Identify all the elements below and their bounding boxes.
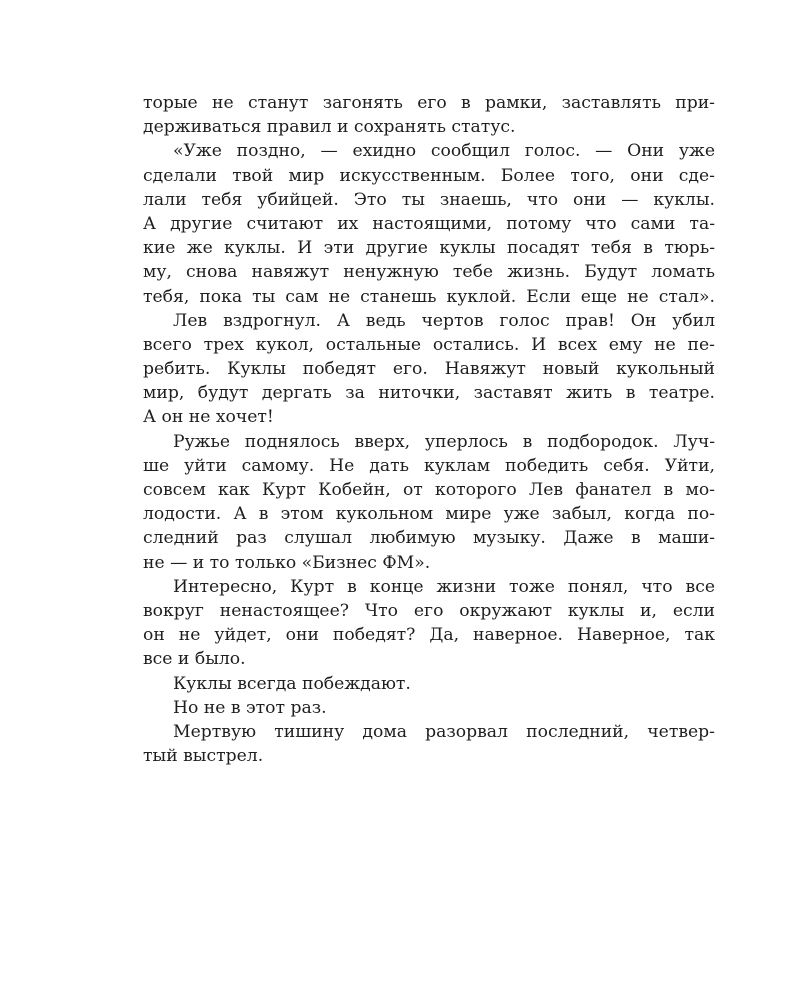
text-line: лали тебя убийцей. Это ты знаешь, что они — куклы.: [143, 189, 715, 210]
paragraph-2: [143, 139, 715, 308]
text-line: Мертвую тишину дома разорвал последний, четвер-: [173, 721, 715, 742]
text-line: следний раз слушал любимую музыку. Даже в маши-: [143, 528, 715, 549]
text-line: лодости. А в этом кукольном мире уже забыл, когда по-: [143, 504, 715, 525]
text-line: держиваться правил и сохранять статус.: [143, 117, 516, 138]
text-line: А он не хочет!: [143, 407, 274, 428]
text-line: А другие считают их настоящими, потому что сами та-: [143, 213, 715, 234]
text-line: сделали твой мир искусственным. Более того, они сде-: [143, 165, 715, 186]
text-line: всего трех кукол, остальные остались. И всех ему не пе-: [143, 334, 715, 355]
body-text: [143, 91, 715, 768]
text-line: Лев вздрогнул. А ведь чертов голос прав! Он убил: [173, 310, 715, 331]
paragraph-8: [143, 720, 715, 768]
text-line: ше уйти самому. Не дать куклам победить себя. Уйти,: [143, 455, 715, 476]
text-line: все и было.: [143, 649, 246, 670]
text-line: му, снова навяжут ненужную тебе жизнь. Будут ломать: [143, 262, 715, 283]
paragraph-4: [143, 430, 715, 575]
text-line: ребить. Куклы победят его. Навяжут новый кукольный: [143, 359, 715, 380]
text-line: тебя, пока ты сам не станешь куклой. Если еще не стал».: [143, 286, 715, 307]
text-line: торые не станут загонять его в рамки, заставлять при-: [143, 93, 715, 113]
paragraph-1: [143, 91, 715, 139]
paragraph-5: [143, 575, 715, 672]
text-line: не — и то только «Бизнес ФМ».: [143, 552, 431, 573]
text-line: Интересно, Курт в конце жизни тоже понял, что все: [173, 576, 715, 597]
text-line: Куклы всегда побеждают.: [173, 673, 411, 694]
text-line: он не уйдет, они победят? Да, наверное. Наверное, так: [143, 625, 715, 646]
paragraph-7: [143, 696, 715, 720]
text-line: Но не в этот раз.: [173, 697, 327, 718]
paragraph-6: [143, 672, 715, 696]
text-line: вокруг ненастоящее? Что его окружают куклы и, если: [143, 600, 715, 621]
text-line: мир, будут дергать за ниточки, заставят жить в театре.: [143, 383, 715, 404]
text-line: совсем как Курт Кобейн, от которого Лев фанател в мо-: [143, 480, 715, 500]
paragraph-3: [143, 309, 715, 430]
text-line: кие же куклы. И эти другие куклы посадят тебя в тюрь-: [143, 238, 715, 259]
text-line: тый выстрел.: [143, 746, 264, 767]
text-line: «Уже поздно, — ехидно сообщил голос. — Они уже: [173, 141, 715, 162]
text-line: Ружье поднялось вверх, уперлось в подбородок. Луч-: [173, 431, 715, 452]
